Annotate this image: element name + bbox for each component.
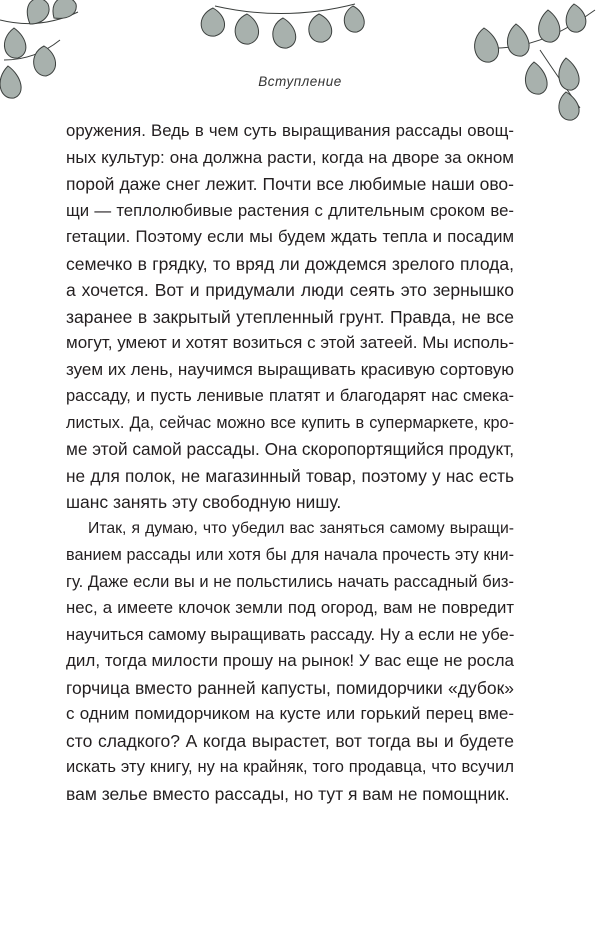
page-body <box>66 118 514 807</box>
text-line: искать эту книгу, ну на крайняк, того продавца, что всучил <box>66 758 514 776</box>
paragraph-2 <box>66 516 514 808</box>
text-line: научиться самому выращивать рассаду. Ну а если не убе- <box>66 625 515 644</box>
paragraph-1 <box>66 118 514 516</box>
text-line: могут, умеют и хотят возиться с этой затеей. Мы исполь- <box>66 333 515 352</box>
leaf-decoration-top <box>195 0 375 55</box>
text-line: не для полок, не магазинный товар, поэтому у нас есть <box>66 465 514 486</box>
text-line: дил, тогда милости прошу на рынок! У вас еще не росла <box>66 651 514 670</box>
text-line: ме этой самой рассады. Она скоропортящийся продукт, <box>66 439 515 459</box>
text-line: гетации. Поэтому если мы будем ждать тепла и посадим <box>66 227 514 246</box>
text-line: рассаду, и пусть ленивые платят и благодарят нас смека- <box>66 387 514 405</box>
text-line: шанс занять эту свободную нишу. <box>66 492 342 512</box>
text-line: вам зелье вместо рассады, но тут я вам не помощник. <box>66 783 510 804</box>
text-line: с одним помидорчиком на кусте или горький перец вме- <box>66 704 514 723</box>
text-line: зуем их лень, научимся выращивать красивую сортовую <box>66 359 514 379</box>
text-line: ванием рассады или хотя бы для начала прочесть эту кни- <box>66 546 514 564</box>
text-line: гу. Даже если вы и не польстились начать рассадный биз- <box>66 572 514 591</box>
text-line: семечко в грядку, то вряд ли дождемся зрелого плода, <box>66 253 514 274</box>
leaf-decoration-right <box>470 0 600 125</box>
text-line: а хочется. Вот и придумали люди сеять это зернышко <box>66 280 514 300</box>
text-line: ных культур: она должна расти, когда на дворе за окном <box>66 147 514 167</box>
text-line: нес, а имеете клочок земли под огород, вам не повредит <box>66 598 514 617</box>
section-title: Вступление <box>258 74 342 89</box>
leaf-decoration-left <box>0 0 110 125</box>
text-line: горчица вместо ранней капусты, помидорчики «дубок» <box>66 677 514 698</box>
text-line: оружения. Ведь в чем суть выращивания рассады овощ- <box>66 121 514 140</box>
text-line: щи — теплолюбивые растения с длительным сроком ве- <box>66 200 514 220</box>
text-line: сто сладкого? А когда вырастет, вот тогда вы и будете <box>66 730 514 751</box>
text-line: листых. Да, сейчас можно все купить в супермаркете, кро- <box>66 413 514 432</box>
text-line: Итак, я думаю, что убедил вас заняться самому выращи- <box>88 519 514 537</box>
text-line: заранее в закрытый утепленный грунт. Правда, не все <box>66 306 514 327</box>
text-line: порой даже снег лежит. Почти все любимые наши ово- <box>66 174 514 194</box>
